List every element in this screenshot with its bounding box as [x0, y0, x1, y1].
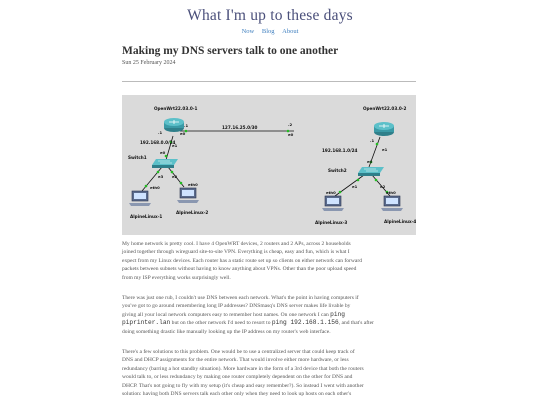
router-left-icon[interactable] [164, 118, 184, 132]
post-title[interactable]: Making my DNS servers talk to one another [122, 45, 339, 57]
paragraph-3-line: DNS and DHCP assignments for the entire network. That would involve either more hardware, or less [122, 357, 349, 364]
router-right-e0-label: e0 [288, 132, 294, 137]
host3-eth0-label: eth0 [326, 190, 336, 195]
paragraph-1-line: expect from my Linux devices. Each router has a static route set up so clients on either network can forward [122, 257, 362, 264]
post-date: Sun 25 February 2024 [122, 60, 176, 66]
router-left-lan-addr: .1 [158, 130, 163, 135]
paragraph-1-line: packets between subnets without having to know anything about VPNs. Other than the poor upload speed [122, 266, 357, 273]
paragraph-1-line: from my ISP everything works surprisingly well. [122, 274, 231, 281]
net-left-label: 192.168.0.0/24 [140, 140, 176, 145]
paragraph-1-line: joined together through wireguard site-to-site VPN. Everything is cheap, easy and fun, which is what I [122, 249, 350, 256]
paragraph-2-line: There was just one rub, I couldn't use DNS between each network. What's the point in having computers if [122, 295, 359, 301]
paragraph-2-line [122, 311, 418, 319]
paragraph-3-line: DHCP. That's not going to fly with my setup (it's cheap and easy remember?). So instead I went with another [122, 382, 364, 389]
code-piprinter-lan: piprinter.lan [122, 319, 171, 327]
title-divider [122, 81, 416, 82]
paragraph-2-text: , and that's after [338, 320, 374, 327]
switch-left-icon[interactable] [152, 159, 178, 168]
host-alpine-2-icon[interactable] [177, 188, 199, 203]
paragraph-3-line: There's a few solutions to this problem. One would be to use a centralized server that could keep track of [122, 349, 355, 355]
router-right-lan-addr: .1 [370, 138, 375, 143]
paragraph-3-line: would talk to, or less redundancy by making one router completely dependent on the other for DNS and [122, 374, 353, 381]
switch-right-e2-label: e2 [380, 184, 386, 189]
switch-right-e1-label: e1 [352, 184, 358, 189]
paragraph-3 [122, 348, 418, 398]
router-left-label: OpenWrt22.03.0-1 [154, 106, 198, 111]
paragraph-2-text: but on the other network I'd need to resort to [170, 320, 272, 327]
net-right-label: 192.168.1.0/24 [322, 148, 358, 153]
host4-label: AlpineLinux-4 [384, 219, 416, 224]
switch-right-label: Switch2 [328, 168, 347, 173]
host1-label: AlpineLinux-1 [130, 214, 163, 219]
host2-label: AlpineLinux-2 [176, 210, 209, 215]
router-left-e0-label: e0 [180, 131, 186, 136]
paragraph-3-line: solution: having both DNS servers talk each other only when they need to look up hosts on each other's [122, 391, 352, 398]
nav-about-link[interactable]: About [282, 28, 299, 35]
switch-left-label: Switch1 [128, 155, 147, 160]
paragraph-1 [122, 240, 418, 282]
paragraph-2-line: you've got to go around remembering long IP addresses? DNSmasq's DNS server makes life livable by [122, 303, 351, 310]
paragraph-2-text: giving all your local network computers easy to remember host names. On one network I can [122, 311, 331, 318]
switch-left-e0-label: e0 [160, 150, 166, 155]
nav-blog-link[interactable]: Blog [261, 28, 275, 35]
paragraph-2 [122, 294, 418, 336]
code-ping-ip: ping 192.168.1.156 [271, 319, 339, 327]
paragraph-3-line: redundancy (barring a hot standby situation). More hardware in the form of a 3rd device that both the routers [122, 365, 364, 372]
host-alpine-1-icon[interactable] [129, 191, 151, 206]
router-left-link-addr: .1 [184, 123, 189, 128]
site-nav [0, 28, 540, 35]
code-ping: ping [330, 310, 345, 318]
host1-eth0-label: eth0 [150, 185, 160, 190]
switch-right-icon[interactable] [358, 167, 384, 176]
site-title[interactable]: What I'm up to these days [187, 7, 353, 24]
switch-left-e3-label: e3 [158, 174, 164, 179]
paragraph-1-line: My home network is pretty cool. I have 4 OpenWRT devices, 2 routers and 2 APs, across 2 households [122, 241, 351, 247]
router-right-e1-label: e1 [382, 147, 388, 152]
host2-eth0-label: eth0 [188, 182, 198, 187]
router-right-label: OpenWrt22.03.0-2 [363, 106, 407, 111]
host-alpine-4-icon[interactable] [381, 196, 403, 211]
link-subnet-label: 127.16.25.0/30 [222, 125, 258, 130]
router-right-link-addr: .2 [288, 122, 293, 127]
router-left-e1-label: e1 [172, 143, 178, 148]
paragraph-2-line [122, 319, 418, 327]
switch-right-e0-label: e0 [367, 159, 373, 164]
router-right-icon[interactable] [374, 122, 394, 136]
switch-left-e2-label: e2 [172, 174, 178, 179]
host3-label: AlpineLinux-3 [315, 220, 348, 225]
nav-now-link[interactable]: Now [241, 28, 255, 35]
host4-eth0-label: eth0 [386, 190, 396, 195]
host-alpine-3-icon[interactable] [322, 196, 344, 211]
network-diagram [122, 95, 416, 235]
paragraph-2-line: doing something drastic like manually looking up the IP address on my router's web interface. [122, 328, 331, 335]
